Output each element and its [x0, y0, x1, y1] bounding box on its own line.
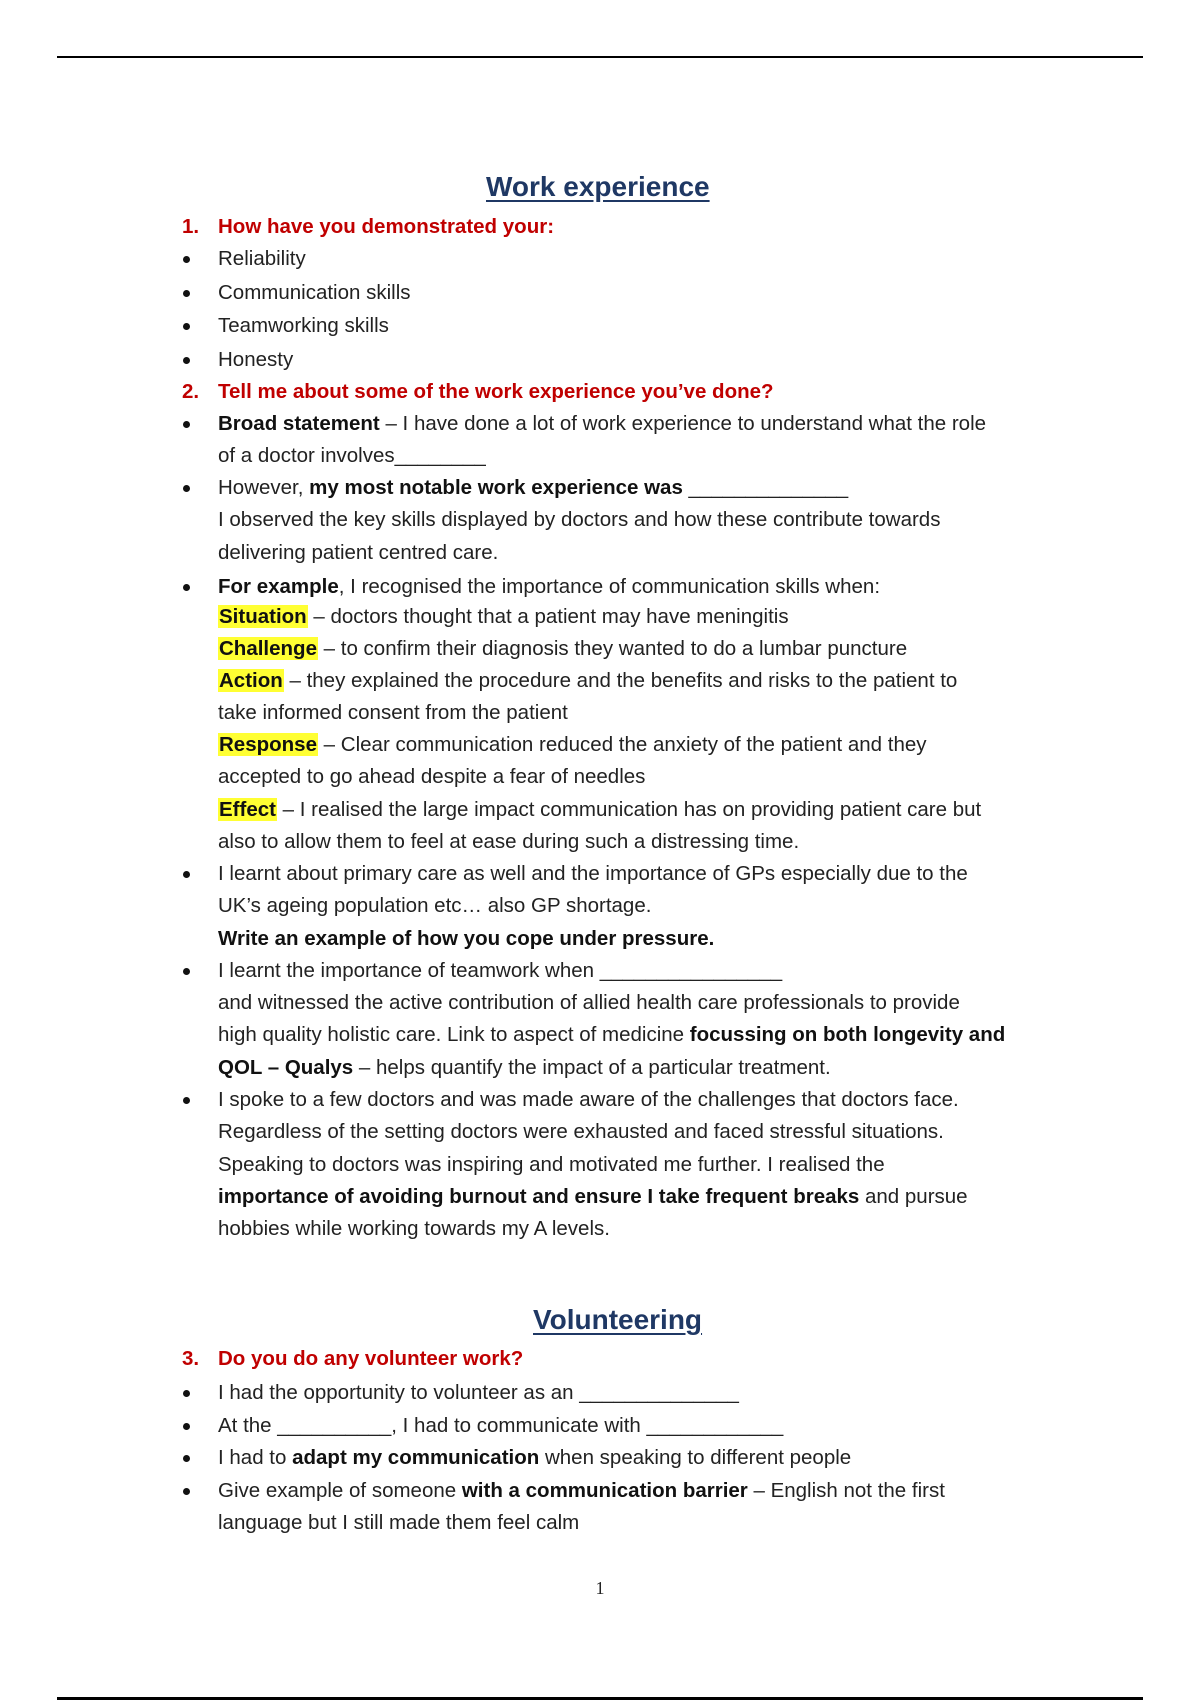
teamwork-line-2: and witnessed the active contribution of allied health care professionals to provide	[218, 991, 960, 1014]
bullet-icon	[183, 1097, 190, 1104]
spoke-line-5: hobbies while working towards my A levels.	[218, 1217, 610, 1240]
volunteer-item-4-pre: Give example of someone	[218, 1479, 462, 1502]
bullet-icon	[183, 1390, 190, 1397]
pressure-prompt: Write an example of how you cope under pressure.	[218, 927, 715, 950]
question-2-number: 2.	[182, 380, 200, 403]
bullet-icon	[183, 1423, 190, 1430]
challenge-label: Challenge	[219, 637, 317, 660]
effect-label: Effect	[219, 798, 276, 821]
however-text: However,	[218, 476, 310, 499]
bullet-icon	[183, 1455, 190, 1462]
list-item: Communication skills	[218, 281, 411, 304]
spoke-line-4-text: and pursue	[859, 1185, 968, 1208]
notable-experience-line	[218, 475, 848, 501]
bullet-icon	[183, 968, 190, 975]
spoke-line-3: Speaking to doctors was inspiring and motivated me further. I realised the	[218, 1153, 885, 1176]
star-action	[218, 668, 957, 694]
question-2	[182, 379, 774, 405]
situation-label: Situation	[219, 605, 307, 628]
primary-care-line-2: UK’s ageing population etc… also GP shortage.	[218, 894, 652, 917]
broad-statement-line	[218, 411, 986, 437]
burnout-bold: importance of avoiding burnout and ensure I take frequent breaks	[218, 1185, 860, 1208]
teamwork-line-4-text: – helps quantify the impact of a particular treatment.	[353, 1056, 831, 1079]
list-item: Reliability	[218, 247, 306, 270]
page-number: 1	[595, 1578, 605, 1598]
notable-experience-bold: my most notable work experience was	[309, 476, 683, 499]
volunteer-item-2: At the __________, I had to communicate with ____________	[218, 1414, 784, 1437]
for-example-bold: For example	[218, 575, 339, 598]
star-response-line-2: accepted to go ahead despite a fear of needles	[218, 765, 646, 788]
notable-experience-blank: ______________	[682, 476, 849, 499]
star-response	[218, 732, 927, 758]
question-3-text: Do you do any volunteer work?	[218, 1347, 524, 1370]
bullet-icon	[183, 323, 190, 330]
adapt-communication-bold: adapt my communication	[292, 1446, 540, 1469]
bullet-icon	[183, 584, 190, 591]
communication-barrier-bold: with a communication barrier	[461, 1479, 748, 1502]
star-effect-line-2: also to allow them to feel at ease during such a distressing time.	[218, 830, 800, 853]
for-example-text: , I recognised the importance of communication skills when:	[338, 575, 881, 598]
star-situation	[218, 604, 789, 630]
teamwork-line-3-text: high quality holistic care. Link to aspect of medicine	[218, 1023, 690, 1046]
teamwork-line-3	[218, 1022, 1005, 1048]
volunteer-item-3-post: when speaking to different people	[539, 1446, 852, 1469]
volunteer-item-4-post: – English not the first	[747, 1479, 945, 1502]
response-text: – Clear communication reduced the anxiety of the patient and they	[317, 733, 927, 756]
question-1-number: 1.	[182, 215, 200, 238]
teamwork-line-4	[218, 1055, 831, 1081]
action-label: Action	[219, 669, 283, 692]
response-label: Response	[219, 733, 317, 756]
primary-care-line-1: I learnt about primary care as well and the importance of GPs especially due to the	[218, 862, 968, 885]
spoke-line-1: I spoke to a few doctors and was made aware of the challenges that doctors face.	[218, 1088, 959, 1111]
volunteer-item-4	[218, 1478, 945, 1504]
bullet-icon	[183, 421, 190, 428]
question-3-number: 3.	[182, 1347, 200, 1370]
spoke-line-2: Regardless of the setting doctors were exhausted and faced stressful situations.	[218, 1120, 944, 1143]
situation-text: – doctors thought that a patient may have meningitis	[307, 605, 789, 628]
broad-statement-text: – I have done a lot of work experience to understand what the role	[379, 412, 987, 435]
question-3	[182, 1346, 523, 1372]
qol-qualys-bold: QOL – Qualys	[218, 1056, 354, 1079]
work-experience-heading: Work experience	[486, 171, 710, 202]
spoke-line-4	[218, 1184, 968, 1210]
bullet-icon	[183, 256, 190, 263]
challenge-text: – to confirm their diagnosis they wanted to do a lumbar puncture	[317, 637, 908, 660]
effect-text: – I realised the large impact communication has on providing patient care but	[276, 798, 982, 821]
bullet-icon	[183, 485, 190, 492]
volunteer-item-4-line-2: language but I still made them feel calm	[218, 1511, 580, 1534]
list-item: Teamworking skills	[218, 314, 389, 337]
bullet-icon	[183, 1488, 190, 1495]
observed-line-2: delivering patient centred care.	[218, 541, 499, 564]
broad-statement-line-2: of a doctor involves________	[218, 444, 486, 467]
question-1	[182, 214, 554, 240]
volunteer-item-3	[218, 1445, 851, 1471]
bullet-icon	[183, 357, 190, 364]
for-example-line	[218, 574, 880, 600]
observed-line-1: I observed the key skills displayed by doctors and how these contribute towards	[218, 508, 941, 531]
volunteer-item-1: I had the opportunity to volunteer as an ______________	[218, 1381, 739, 1404]
volunteering-heading: Volunteering	[533, 1304, 703, 1335]
star-action-line-2: take informed consent from the patient	[218, 701, 568, 724]
bullet-icon	[183, 290, 190, 297]
broad-statement-label: Broad statement	[218, 412, 380, 435]
question-2-text: Tell me about some of the work experience you’ve done?	[218, 380, 774, 403]
action-text: – they explained the procedure and the benefits and risks to the patient to	[283, 669, 958, 692]
question-1-text: How have you demonstrated your:	[218, 215, 555, 238]
volunteer-item-3-pre: I had to	[218, 1446, 293, 1469]
star-effect	[218, 797, 981, 823]
teamwork-line-1: I learnt the importance of teamwork when ________________	[218, 959, 783, 982]
bullet-icon	[183, 871, 190, 878]
teamwork-line-3-bold: focussing on both longevity and	[689, 1023, 1006, 1046]
star-challenge	[218, 636, 907, 662]
list-item: Honesty	[218, 348, 294, 371]
